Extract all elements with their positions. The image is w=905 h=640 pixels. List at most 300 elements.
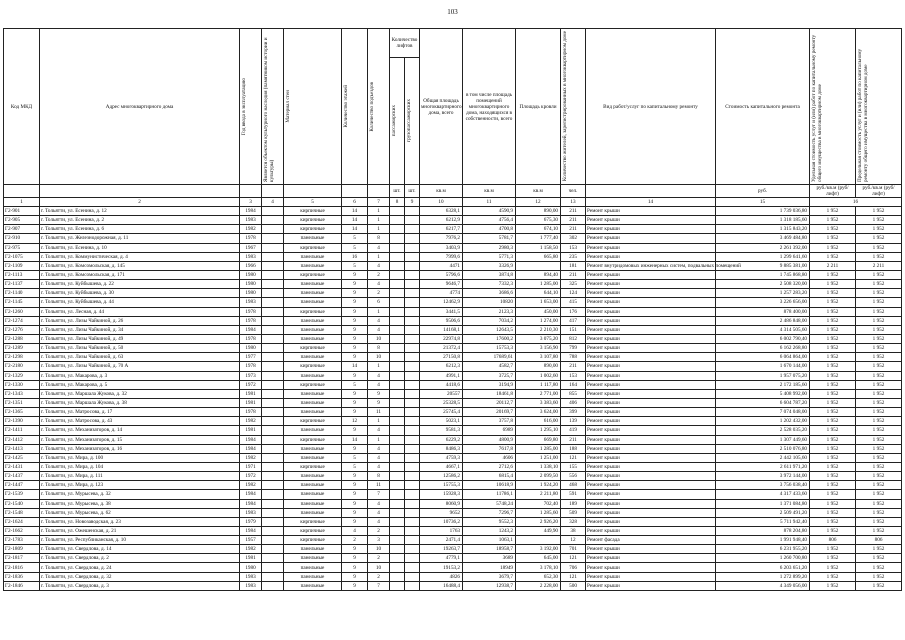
table-cell: Г2-1413: [4, 444, 40, 453]
table-cell: [262, 371, 284, 380]
column-number-cell: 11: [463, 198, 516, 207]
table-cell: 3 383,60: [516, 398, 561, 407]
table-row: [4, 472, 902, 481]
table-cell: 4: [368, 426, 390, 435]
table-cell: 1 952: [856, 490, 902, 499]
table-cell: 6 064 864,00: [716, 353, 810, 362]
table-cell: 9: [342, 408, 368, 417]
table-cell: 5: [342, 380, 368, 389]
table-cell: 12938,7: [463, 581, 516, 590]
table-cell: 1 952: [810, 344, 856, 353]
table-cell: Ремонт крыши: [586, 325, 716, 334]
table-cell: 1 952: [810, 298, 856, 307]
table-cell: 20557: [420, 389, 463, 398]
table-cell: [405, 216, 420, 225]
table-cell: 1980: [240, 280, 262, 289]
table-row: [4, 581, 902, 590]
unit-cell: шт.: [405, 185, 420, 198]
table-cell: 7 074 048,00: [716, 408, 810, 417]
table-cell: Г2-1365: [4, 408, 40, 417]
table-cell: 1 952: [856, 216, 902, 225]
table-cell: кирпичные: [284, 417, 342, 426]
table-cell: [405, 389, 420, 398]
table-row: [4, 344, 902, 353]
table-cell: 1 158,50: [516, 243, 561, 252]
table-cell: 9: [342, 508, 368, 517]
table-cell: 1980: [240, 344, 262, 353]
table-cell: 2: [368, 270, 390, 279]
table-cell: панельные: [284, 554, 342, 563]
table-cell: Ремонт крыши: [586, 207, 716, 216]
table-cell: [405, 481, 420, 490]
table-cell: Г2-1846: [4, 581, 40, 590]
table-cell: Г2-1783: [4, 536, 40, 545]
table-cell: 2 926,20: [516, 517, 561, 526]
table-cell: [262, 234, 284, 243]
table-cell: [405, 234, 420, 243]
table-cell: 1 952: [856, 545, 902, 554]
table-cell: Г2-1816: [4, 563, 40, 572]
table-row: [4, 417, 902, 426]
table-cell: 1 952: [856, 252, 902, 261]
table-cell: 14: [342, 216, 368, 225]
table-cell: 9: [342, 581, 368, 590]
table-cell: 3 469 484,80: [716, 234, 810, 243]
table-cell: 1: [368, 207, 390, 216]
table-cell: 1978: [240, 307, 262, 316]
table-cell: 8060,9: [420, 499, 463, 508]
table-cell: г. Тольятти, ул. Лизы Чайкиной, д. 34: [40, 325, 240, 334]
table-cell: Ремонт крыши: [586, 280, 716, 289]
unit-cell: руб.: [716, 185, 810, 198]
table-cell: 1984: [240, 435, 262, 444]
table-cell: 2: [368, 554, 390, 563]
header-elev-pass: пассажирских: [391, 105, 397, 137]
table-cell: [262, 572, 284, 581]
table-cell: [262, 353, 284, 362]
table-cell: Ремонт крыши: [586, 499, 716, 508]
table-cell: 12: [342, 417, 368, 426]
table-cell: [405, 453, 420, 462]
table-cell: Г2-1289: [4, 344, 40, 353]
table-cell: панельные: [284, 499, 342, 508]
table-cell: Г2-1809: [4, 545, 40, 554]
table-cell: 1 952: [810, 234, 856, 243]
table-cell: 1: [368, 252, 390, 261]
table-cell: 1983: [240, 572, 262, 581]
table-cell: 1 952: [856, 563, 902, 572]
table-cell: [262, 508, 284, 517]
table-cell: [405, 344, 420, 353]
table-cell: 1 952: [856, 389, 902, 398]
table-cell: панельные: [284, 289, 342, 298]
table-cell: [390, 380, 405, 389]
table-cell: [390, 344, 405, 353]
table-cell: Ремонт крыши: [586, 252, 716, 261]
table-cell: Ремонт крыши: [586, 581, 716, 590]
table-cell: [262, 316, 284, 325]
table-cell: 6328,1: [420, 207, 463, 216]
header-residents: Количество жителей, зарегистрированных в многоквартирном доме: [562, 31, 569, 182]
table-cell: 1981: [240, 554, 262, 563]
table-cell: 12462,9: [420, 298, 463, 307]
table-cell: 1 952: [810, 325, 856, 334]
table-cell: 1983: [240, 298, 262, 307]
table-cell: 10618,9: [463, 481, 516, 490]
table-cell: 1983: [240, 252, 262, 261]
table-cell: 4471: [420, 261, 463, 270]
table-cell: 1 952: [810, 353, 856, 362]
table-cell: Г2-907: [4, 225, 40, 234]
table-cell: г. Тольятти, ул. Куйбышева, д. 22: [40, 280, 240, 289]
table-cell: 2980,3: [463, 243, 516, 252]
unit-cell: [284, 185, 342, 198]
table-cell: 155: [561, 462, 586, 471]
table-cell: 151: [561, 325, 586, 334]
table-cell: [390, 216, 405, 225]
table-cell: [390, 362, 405, 371]
table-cell: 1 952: [810, 380, 856, 389]
table-cell: 15753,3: [463, 344, 516, 353]
table-cell: [405, 563, 420, 572]
table-cell: г. Тольятти, ул. Маршала Жукова, д. 38: [40, 398, 240, 407]
table-cell: [405, 298, 420, 307]
table-cell: 9646,7: [420, 280, 463, 289]
table-cell: 9: [342, 426, 368, 435]
table-cell: 3686,6: [463, 289, 516, 298]
table-cell: 1966: [240, 261, 262, 270]
table-cell: 1 299 641,60: [716, 252, 810, 261]
table-cell: [262, 398, 284, 407]
table-cell: 12: [561, 536, 586, 545]
table-cell: Г2-1539: [4, 490, 40, 499]
table-cell: 1973: [240, 371, 262, 380]
table-cell: 674,10: [516, 225, 561, 234]
table-row: [4, 426, 902, 435]
table-cell: 6 162 268,80: [716, 344, 810, 353]
table-cell: 211: [561, 362, 586, 371]
table-cell: г. Тольятти, ул. Есенина, д. 6: [40, 225, 240, 234]
table-cell: 1 653,00: [516, 298, 561, 307]
table-cell: панельные: [284, 481, 342, 490]
table-cell: 1 285,00: [516, 444, 561, 453]
table-cell: [262, 334, 284, 343]
table-cell: [390, 453, 405, 462]
table-cell: 1: [368, 225, 390, 234]
table-cell: 5: [342, 243, 368, 252]
table-cell: [390, 426, 405, 435]
table-cell: [405, 307, 420, 316]
table-cell: 9: [342, 298, 368, 307]
table-cell: 7999,6: [420, 252, 463, 261]
table-cell: 325: [561, 280, 586, 289]
table-cell: Ремонт крыши: [586, 225, 716, 234]
table-cell: 1 952: [810, 545, 856, 554]
table-cell: [262, 252, 284, 261]
table-cell: 1 952: [856, 353, 902, 362]
header-code: Код МКД: [4, 29, 40, 185]
table-cell: 3725,7: [463, 371, 516, 380]
table-cell: 18958,7: [463, 545, 516, 554]
table-cell: 235: [561, 252, 586, 261]
table-cell: 1 777,40: [516, 234, 561, 243]
table-cell: 1983: [240, 216, 262, 225]
table-cell: кирпичные: [284, 344, 342, 353]
table-cell: г. Тольятти, ул. Ожешенская, д. 21: [40, 526, 240, 535]
table-cell: 1 952: [810, 398, 856, 407]
unit-cell: кв.м: [516, 185, 561, 198]
column-number-cell: 6: [342, 198, 368, 207]
table-cell: 706: [561, 563, 586, 572]
table-cell: Г2-910: [4, 234, 40, 243]
unit-cell: руб./кв.м (руб/лифт): [810, 185, 856, 198]
table-cell: [262, 261, 284, 270]
column-number-cell: 5: [284, 198, 342, 207]
table-row: [4, 389, 902, 398]
column-number-cell: 10: [420, 198, 463, 207]
table-cell: 1982: [240, 225, 262, 234]
table-cell: Ремонт крыши: [586, 344, 716, 353]
table-cell: 1: [368, 362, 390, 371]
table-cell: Ремонт крыши: [586, 398, 716, 407]
table-cell: Г2-901: [4, 207, 40, 216]
table-cell: 1 952: [856, 243, 902, 252]
table-cell: 6 203 651,20: [716, 563, 810, 572]
table-cell: [390, 536, 405, 545]
table-cell: 1 952: [856, 508, 902, 517]
header-works: Вид работ/услуг по капитальному ремонту: [586, 29, 716, 185]
table-cell: [390, 490, 405, 499]
table-cell: 7976,2: [420, 234, 463, 243]
table-cell: панельные: [284, 371, 342, 380]
table-cell: панельные: [284, 408, 342, 417]
table-cell: кирпичные: [284, 207, 342, 216]
table-cell: 4: [368, 462, 390, 471]
table-cell: [262, 526, 284, 535]
table-cell: 189: [561, 499, 586, 508]
table-cell: 1972: [240, 472, 262, 481]
table-cell: 806: [810, 536, 856, 545]
table-cell: 1 952: [856, 581, 902, 590]
table-cell: Ремонт крыши: [586, 389, 716, 398]
table-row: [4, 225, 902, 234]
table-row: [4, 325, 902, 334]
table-cell: 1978: [240, 334, 262, 343]
table-cell: [405, 398, 420, 407]
table-cell: 1 952: [856, 572, 902, 581]
table-cell: Г2-1548: [4, 508, 40, 517]
table-cell: г. Тольятти, ул. Механизаторов, д. 16: [40, 444, 240, 453]
capital-repair-table: [3, 28, 902, 591]
table-cell: Ремонт крыши: [586, 572, 716, 581]
table-row: [4, 408, 902, 417]
table-cell: 164: [561, 380, 586, 389]
table-cell: 9: [342, 554, 368, 563]
table-cell: 415: [561, 298, 586, 307]
table-row: [4, 481, 902, 490]
table-cell: 3757,8: [463, 417, 516, 426]
table-cell: г. Тольятти, ул. Коммунистическая, д. 4: [40, 252, 240, 261]
table-body: [4, 207, 902, 591]
column-number-cell: 1: [4, 198, 40, 207]
table-cell: кирпичные: [284, 225, 342, 234]
table-cell: г. Тольятти, ул. Лизы Чайкиной, д. 63: [40, 353, 240, 362]
table-cell: Г2-1288: [4, 334, 40, 343]
table-cell: 1978: [240, 362, 262, 371]
table-cell: 3: [368, 536, 390, 545]
table-cell: [390, 462, 405, 471]
column-number-row: [4, 198, 902, 207]
table-cell: 21372,4: [420, 344, 463, 353]
table-cell: 27150,8: [420, 353, 463, 362]
table-cell: 855: [561, 389, 586, 398]
table-cell: 2 510 076,80: [716, 444, 810, 453]
table-cell: 2 211: [856, 261, 902, 270]
table-cell: Ремонт крыши: [586, 417, 716, 426]
table-cell: 6229,2: [420, 435, 463, 444]
header-elev-freight: грузопассажирских: [406, 99, 412, 143]
table-cell: 1 952: [856, 499, 902, 508]
table-cell: кирпичные: [284, 435, 342, 444]
table-cell: Ремонт крыши: [586, 444, 716, 453]
table-cell: 1 952: [810, 252, 856, 261]
table-cell: панельные: [284, 398, 342, 407]
table-cell: 5748,24: [463, 499, 516, 508]
table-cell: [262, 380, 284, 389]
table-cell: 1982: [240, 481, 262, 490]
table-cell: 5: [342, 261, 368, 270]
table-cell: 188: [561, 444, 586, 453]
table-cell: 1 952: [810, 408, 856, 417]
table-cell: 890,00: [516, 207, 561, 216]
table-row: [4, 362, 902, 371]
table-row: [4, 444, 902, 453]
table-cell: 9: [368, 398, 390, 407]
table-cell: [405, 362, 420, 371]
table-cell: 1 952: [856, 298, 902, 307]
table-cell: 1 952: [810, 216, 856, 225]
table-cell: панельные: [284, 563, 342, 572]
table-cell: [262, 362, 284, 371]
table-cell: [405, 270, 420, 279]
table-cell: [262, 216, 284, 225]
table-cell: 5: [342, 462, 368, 471]
table-cell: г. Тольятти, ул. Есенина, д. 12: [40, 207, 240, 216]
table-cell: 3194,9: [463, 380, 516, 389]
table-cell: 20169,7: [463, 408, 516, 417]
table-cell: 1 952: [810, 389, 856, 398]
table-cell: 701: [561, 545, 586, 554]
unit-cell: [240, 185, 262, 198]
header-total-area: Общая площадь многоквартирного дома, всего: [420, 29, 463, 185]
table-cell: 1 952: [810, 426, 856, 435]
table-cell: 328: [561, 517, 586, 526]
table-cell: Г2-2180: [4, 362, 40, 371]
table-cell: г. Тольятти, ул. Макарова, д. 3: [40, 371, 240, 380]
table-cell: 1 952: [856, 408, 902, 417]
table-cell: г. Тольятти, ул. Есенина, д. 10: [40, 243, 240, 252]
column-number-cell: 14: [586, 198, 716, 207]
table-cell: 2123,3: [463, 307, 516, 316]
table-cell: 2 486 848,00: [716, 316, 810, 325]
table-cell: Г2-1662: [4, 526, 40, 535]
table-row: [4, 307, 902, 316]
table-cell: [390, 472, 405, 481]
column-number-cell: 8: [390, 198, 405, 207]
table-cell: 1 952: [810, 362, 856, 371]
table-cell: 1984: [240, 325, 262, 334]
table-cell: 9: [342, 270, 368, 279]
table-cell: 1 952: [810, 243, 856, 252]
table-cell: панельные: [284, 453, 342, 462]
table-cell: панельные: [284, 490, 342, 499]
table-cell: 1 739 036,80: [716, 207, 810, 216]
table-cell: 6: [368, 298, 390, 307]
table-cell: 2 261 392,00: [716, 243, 810, 252]
table-cell: 1981: [240, 426, 262, 435]
table-cell: панельные: [284, 353, 342, 362]
table-cell: [405, 554, 420, 563]
table-cell: 8: [368, 234, 390, 243]
table-cell: 121: [561, 572, 586, 581]
table-cell: г. Тольятти, ул. Свердлова, д. 14: [40, 545, 240, 554]
table-cell: Ремонт крыши: [586, 517, 716, 526]
table-cell: панельные: [284, 581, 342, 590]
table-cell: 1 952: [856, 380, 902, 389]
table-cell: [516, 536, 561, 545]
header-elevators: Количество лифтов: [390, 29, 420, 58]
table-cell: 121: [561, 554, 586, 563]
table-cell: 6989: [463, 426, 516, 435]
table-cell: 2 442 105,60: [716, 453, 810, 462]
table-cell: 211: [561, 216, 586, 225]
column-number-cell: 4: [262, 198, 284, 207]
table-cell: 1 952: [810, 453, 856, 462]
table-cell: 9552,3: [463, 517, 516, 526]
table-cell: 9: [342, 307, 368, 316]
table-cell: Г2-1425: [4, 453, 40, 462]
column-number-cell: 12: [516, 198, 561, 207]
table-cell: г. Тольятти, ул. Мира, д. 111: [40, 472, 240, 481]
table-cell: 4759,3: [420, 453, 463, 462]
table-cell: 4774: [420, 289, 463, 298]
table-cell: 1 924,20: [516, 481, 561, 490]
table-row: [4, 334, 902, 343]
table-cell: кирпичные: [284, 536, 342, 545]
table-row: [4, 398, 902, 407]
table-cell: 9: [342, 289, 368, 298]
table-cell: 4: [368, 280, 390, 289]
table-cell: 1 285,60: [516, 508, 561, 517]
header-roof-area: Площадь кровли: [516, 29, 561, 185]
table-cell: Ремонт крыши: [586, 362, 716, 371]
table-cell: [405, 417, 420, 426]
table-cell: 7332,3: [463, 280, 516, 289]
table-cell: 4756,4: [463, 216, 516, 225]
table-cell: Ремонт крыши: [586, 380, 716, 389]
table-cell: [405, 499, 420, 508]
table-cell: 1981: [240, 389, 262, 398]
table-cell: 18461,8: [463, 389, 516, 398]
table-cell: [390, 207, 405, 216]
table-cell: [405, 426, 420, 435]
table-cell: Ремонт крыши: [586, 408, 716, 417]
table-cell: [390, 526, 405, 535]
table-cell: [262, 444, 284, 453]
table-cell: 2 508 320,00: [716, 280, 810, 289]
table-cell: [390, 554, 405, 563]
table-cell: 1 952: [856, 554, 902, 563]
